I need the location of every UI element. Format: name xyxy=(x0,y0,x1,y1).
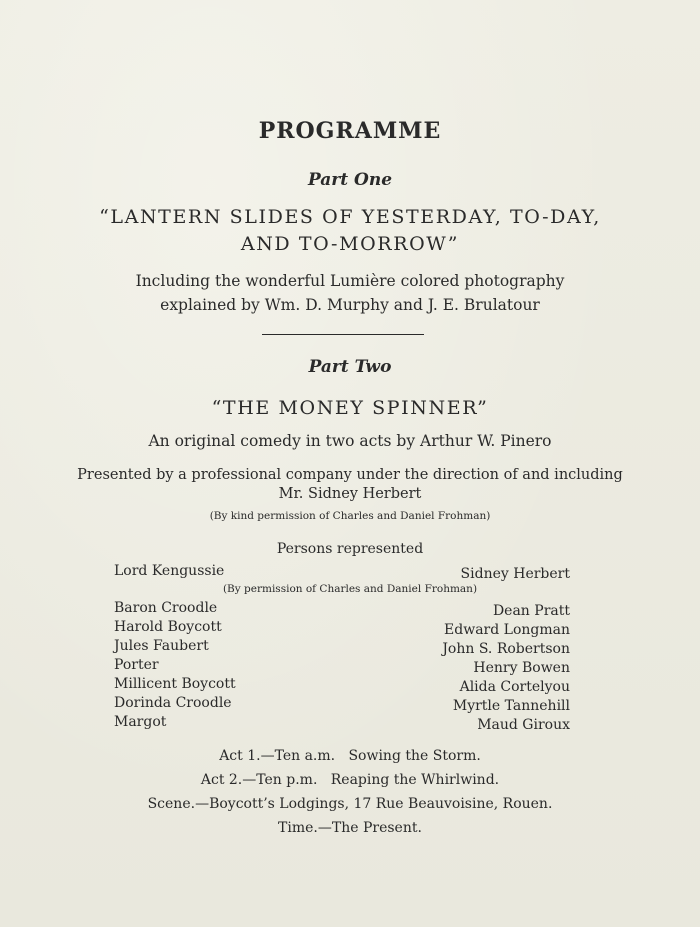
cast-role: Baron Croodle xyxy=(114,600,218,616)
part-one-description-line2: explained by Wm. D. Murphy and J. E. Brulatour xyxy=(160,296,540,314)
cast-actor: Maud Giroux xyxy=(477,717,570,733)
programme-title: PROGRAMME xyxy=(258,118,442,144)
part-one-heading-line2: AND TO-MORROW” xyxy=(240,233,460,255)
cast-role: Porter xyxy=(114,657,159,673)
presented-line1: Presented by a professional company under the direction of and including xyxy=(77,467,623,483)
part-two-heading: “THE MONEY SPINNER” xyxy=(211,397,489,419)
cast-actor: Edward Longman xyxy=(444,622,570,638)
cast-actor: Alida Cortelyou xyxy=(459,679,570,695)
act-one: Act 1.—Ten a.m. Sowing the Storm. xyxy=(219,748,481,764)
part-one-heading-line1: “LANTERN SLIDES OF YESTERDAY, TO-DAY, xyxy=(99,206,601,228)
act-two: Act 2.—Ten p.m. Reaping the Whirlwind. xyxy=(200,772,500,788)
permission-note: (By kind permission of Charles and Daniel Frohman) xyxy=(209,510,491,522)
cast-actor: Dean Pratt xyxy=(492,603,570,619)
cast-permission-note: (By permission of Charles and Daniel Frohman) xyxy=(222,583,478,595)
cast-actor: John S. Robertson xyxy=(442,641,570,657)
persons-heading: Persons represented xyxy=(276,541,424,557)
cast-role: Millicent Boycott xyxy=(114,676,236,692)
time-line: Time.—The Present. xyxy=(278,820,422,836)
part-two-description: An original comedy in two acts by Arthur W. Pinero xyxy=(148,432,552,450)
cast-actor: Myrtle Tannehill xyxy=(452,698,570,714)
cast-role: Lord Kengussie xyxy=(114,563,225,579)
cast-role: Dorinda Croodle xyxy=(114,695,232,711)
cast-role: Jules Faubert xyxy=(114,638,209,654)
part-two-label: Part Two xyxy=(308,357,392,377)
cast-actor: Sidney Herbert xyxy=(460,566,570,582)
cast-actor: Henry Bowen xyxy=(473,660,570,676)
section-divider xyxy=(262,334,424,335)
cast-role: Harold Boycott xyxy=(114,619,222,635)
presented-line2: Mr. Sidney Herbert xyxy=(278,486,422,502)
part-one-description-line1: Including the wonderful Lumière colored photography xyxy=(135,272,565,290)
scene-line: Scene.—Boycott’s Lodgings, 17 Rue Beauvoisine, Rouen. xyxy=(147,796,553,812)
part-one-label: Part One xyxy=(307,170,393,190)
cast-role: Margot xyxy=(114,714,167,730)
